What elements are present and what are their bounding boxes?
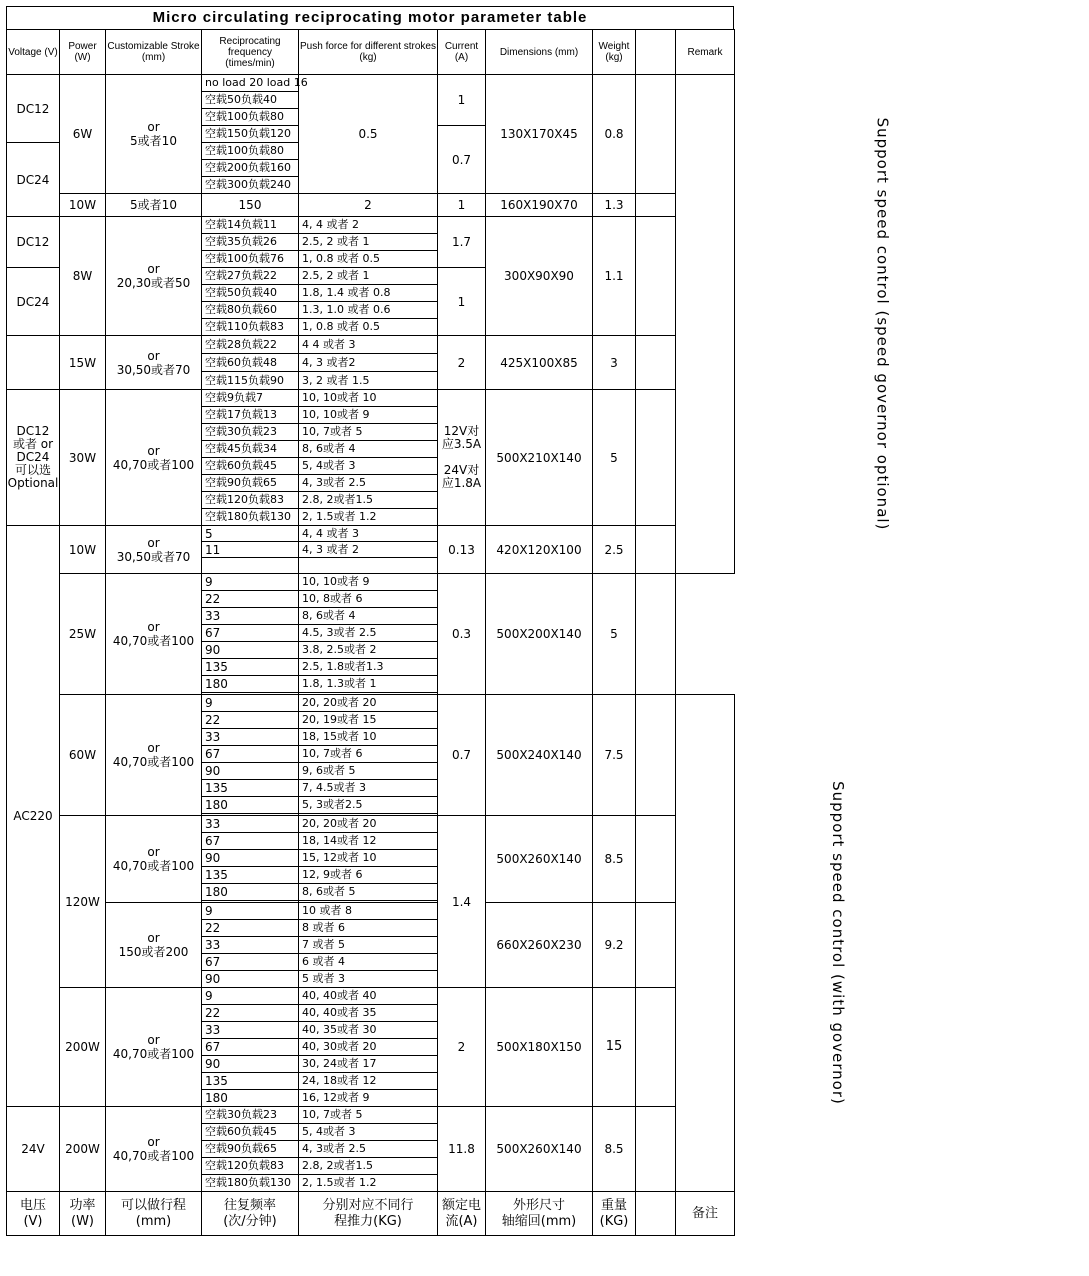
push-cell: 2.5, 1.8或者1.3	[299, 659, 438, 676]
remark-dc: Support speed control (speed governor optional)	[676, 75, 735, 574]
push-cell: 10, 10或者 10	[299, 390, 438, 407]
stroke-cell: or 40,70或者100	[106, 988, 202, 1107]
push-cell: 8, 6或者 4	[299, 441, 438, 458]
power-cell: 30W	[60, 390, 106, 526]
power-cell: 10W	[60, 526, 106, 574]
stroke-cell: or 40,70或者100	[106, 390, 202, 526]
freq-cell: 空载45负载34	[202, 441, 299, 458]
weight-cell: 3	[593, 336, 636, 390]
table-row	[7, 816, 735, 833]
freq-cell: 空载60负载45	[202, 458, 299, 475]
freq-cell: no load 20 load 16	[202, 75, 299, 92]
push-cell: 7 或者 5	[299, 937, 438, 954]
freq-cell: 33	[202, 1022, 299, 1039]
table-cell	[636, 194, 676, 217]
freq-cell: 空载100负载80	[202, 143, 299, 160]
table-cell	[636, 1107, 676, 1192]
dims-cell: 425X100X85	[486, 336, 593, 390]
header-remark: Remark	[676, 30, 735, 75]
freq-cell: 67	[202, 833, 299, 850]
push-cell: 1, 0.8 或者 0.5	[299, 251, 438, 268]
voltage-cell: DC24	[7, 268, 60, 336]
current-cell: 11.8	[438, 1107, 486, 1192]
freq-cell: 90	[202, 642, 299, 659]
weight-cell: 2.5	[593, 526, 636, 574]
freq-cell: 33	[202, 608, 299, 625]
footer-cell: 功率 (W)	[60, 1192, 106, 1236]
table-row	[7, 1107, 735, 1124]
current-cell: 2	[438, 988, 486, 1107]
freq-cell: 空载150负载120	[202, 126, 299, 143]
push-cell: 20, 20或者 20	[299, 695, 438, 712]
freq-cell: 空载30负载23	[202, 424, 299, 441]
weight-cell: 5	[593, 574, 636, 695]
freq-cell: 180	[202, 884, 299, 901]
push-cell: 40, 30或者 20	[299, 1039, 438, 1056]
footer-cell: 可以做行程 (mm)	[106, 1192, 202, 1236]
push-cell: 8, 6或者 5	[299, 884, 438, 901]
power-cell: 200W	[60, 988, 106, 1107]
freq-cell: 空载300负载240	[202, 177, 299, 194]
freq-cell: 90	[202, 971, 299, 988]
stroke-cell: or 20,30或者50	[106, 217, 202, 336]
header-stroke: Customizable Stroke (mm)	[106, 30, 202, 75]
header-current: Current (A)	[438, 30, 486, 75]
push-cell: 10, 7或者 6	[299, 746, 438, 763]
freq-cell: 67	[202, 954, 299, 971]
push-cell: 1.3, 1.0 或者 0.6	[299, 302, 438, 319]
header-push: Push force for different strokes (kg)	[299, 30, 438, 75]
push-cell: 40, 35或者 30	[299, 1022, 438, 1039]
table-cell	[636, 336, 676, 390]
power-cell: 200W	[60, 1107, 106, 1192]
freq-cell: 5	[202, 526, 299, 542]
stroke-cell: or 30,50或者70	[106, 526, 202, 574]
push-cell: 5, 3或者2.5	[299, 797, 438, 814]
freq-cell: 空载200负载160	[202, 160, 299, 177]
power-cell: 120W	[60, 816, 106, 988]
footer-cell: 重量 (KG)	[593, 1192, 636, 1236]
current-cell: 1.7	[438, 217, 486, 268]
dims-cell: 300X90X90	[486, 217, 593, 336]
weight-cell: 5	[593, 390, 636, 526]
freq-cell: 135	[202, 780, 299, 797]
push-cell: 8 或者 6	[299, 920, 438, 937]
power-cell: 6W	[60, 75, 106, 194]
dims-cell: 420X120X100	[486, 526, 593, 574]
freq-cell: 空载9负载7	[202, 390, 299, 407]
header-weight: Weight (kg)	[593, 30, 636, 75]
freq-cell: 135	[202, 659, 299, 676]
freq-cell: 空载50负载40	[202, 285, 299, 302]
table-row	[7, 390, 735, 407]
voltage-cell: DC12	[7, 217, 60, 268]
stroke-cell: 5或者10	[106, 194, 202, 217]
current-cell: 1	[438, 75, 486, 126]
freq-cell: 9	[202, 903, 299, 920]
voltage-cell: DC12 或者 or DC24 可以选 Optional	[7, 390, 60, 526]
table-cell	[7, 336, 60, 390]
push-cell: 3, 2 或者 1.5	[299, 372, 438, 390]
freq-cell: 空载35负载26	[202, 234, 299, 251]
table-row	[7, 30, 735, 75]
table-cell	[636, 526, 676, 574]
freq-cell: 150	[202, 194, 299, 217]
freq-cell: 空载60负载45	[202, 1124, 299, 1141]
freq-cell: 67	[202, 625, 299, 642]
freq-cell: 空载80负载60	[202, 302, 299, 319]
freq-cell: 33	[202, 729, 299, 746]
push-cell: 30, 24或者 17	[299, 1056, 438, 1073]
push-cell: 2.8, 2或者1.5	[299, 492, 438, 509]
footer-cell: 电压 (V)	[7, 1192, 60, 1236]
freq-cell: 空载180负载130	[202, 509, 299, 526]
table-title: Micro circulating reciprocating motor parameter table	[6, 6, 734, 29]
freq-cell: 9	[202, 574, 299, 591]
dims-cell: 500X240X140	[486, 695, 593, 816]
table-cell	[636, 574, 676, 695]
dims-cell: 500X200X140	[486, 574, 593, 695]
stroke-cell: or 5或者10	[106, 75, 202, 194]
power-cell: 25W	[60, 574, 106, 695]
push-cell: 4 4 或者 3	[299, 336, 438, 354]
footer-cell: 外形尺寸 轴缩回(mm)	[486, 1192, 593, 1236]
power-cell: 15W	[60, 336, 106, 390]
push-cell: 10, 10或者 9	[299, 407, 438, 424]
push-cell: 10, 10或者 9	[299, 574, 438, 591]
push-cell: 15, 12或者 10	[299, 850, 438, 867]
freq-cell: 180	[202, 1090, 299, 1107]
table-row	[7, 574, 735, 591]
push-cell: 24, 18或者 12	[299, 1073, 438, 1090]
table-cell	[636, 1192, 676, 1236]
freq-cell: 33	[202, 816, 299, 833]
push-cell: 8, 6或者 4	[299, 608, 438, 625]
table-row	[7, 988, 735, 1005]
voltage-cell: AC220	[7, 526, 60, 1107]
push-cell: 4.5, 3或者 2.5	[299, 625, 438, 642]
stroke-cell: or 40,70或者100	[106, 574, 202, 695]
push-cell: 7, 4.5或者 3	[299, 780, 438, 797]
push-cell: 40, 40或者 40	[299, 988, 438, 1005]
voltage-cell: DC12	[7, 75, 60, 143]
weight-cell: 8.5	[593, 1107, 636, 1192]
freq-cell: 空载30负载23	[202, 1107, 299, 1124]
power-cell: 10W	[60, 194, 106, 217]
current-cell: 0.13	[438, 526, 486, 574]
current-cell: 12V对 应3.5A 24V对 应1.8A	[438, 390, 486, 526]
push-cell: 20, 19或者 15	[299, 712, 438, 729]
push-cell: 2, 1.5或者 1.2	[299, 1175, 438, 1192]
push-cell: 16, 12或者 9	[299, 1090, 438, 1107]
push-cell: 10, 7或者 5	[299, 1107, 438, 1124]
dims-cell: 500X260X140	[486, 816, 593, 903]
dims-cell: 160X190X70	[486, 194, 593, 217]
push-cell: 0.5	[299, 75, 438, 194]
freq-cell: 空载180负载130	[202, 1175, 299, 1192]
freq-cell: 67	[202, 746, 299, 763]
push-cell: 20, 20或者 20	[299, 816, 438, 833]
push-cell: 18, 15或者 10	[299, 729, 438, 746]
freq-cell: 90	[202, 1056, 299, 1073]
freq-cell: 空载120负载83	[202, 1158, 299, 1175]
freq-cell: 空载100负载80	[202, 109, 299, 126]
push-cell: 9, 6或者 5	[299, 763, 438, 780]
push-cell: 10, 8或者 6	[299, 591, 438, 608]
table-cell	[299, 558, 438, 574]
footer-cell: 备注	[676, 1192, 735, 1236]
freq-cell: 22	[202, 1005, 299, 1022]
header-voltage: Voltage (V)	[7, 30, 60, 75]
freq-cell: 22	[202, 920, 299, 937]
freq-cell: 135	[202, 1073, 299, 1090]
current-cell: 1.4	[438, 816, 486, 988]
push-cell: 18, 14或者 12	[299, 833, 438, 850]
current-cell: 2	[438, 336, 486, 390]
header-freq: Reciprocating frequency (times/min)	[202, 30, 299, 75]
freq-cell: 90	[202, 763, 299, 780]
push-cell: 5, 4或者 3	[299, 1124, 438, 1141]
weight-cell: 0.8	[593, 75, 636, 194]
push-cell: 4, 3或者 2.5	[299, 475, 438, 492]
power-cell: 8W	[60, 217, 106, 336]
weight-cell: 9.2	[593, 903, 636, 988]
push-cell: 4, 4 或者 3	[299, 526, 438, 542]
weight-cell: 1.3	[593, 194, 636, 217]
freq-cell: 67	[202, 1039, 299, 1056]
header-blank	[636, 30, 676, 75]
voltage-cell: DC24	[7, 143, 60, 217]
weight-cell: 7.5	[593, 695, 636, 816]
freq-cell: 180	[202, 797, 299, 814]
current-cell: 1	[438, 268, 486, 336]
table-row	[7, 903, 735, 920]
table-row	[7, 75, 735, 92]
freq-cell: 空载27负载22	[202, 268, 299, 285]
remark-ac: Support speed control (with governor)	[676, 695, 735, 1192]
weight-cell: 1.1	[593, 217, 636, 336]
freq-cell: 22	[202, 712, 299, 729]
dims-cell: 660X260X230	[486, 903, 593, 988]
table-cell	[636, 390, 676, 526]
push-cell: 12, 9或者 6	[299, 867, 438, 884]
dims-cell: 500X180X150	[486, 988, 593, 1107]
freq-cell: 90	[202, 850, 299, 867]
push-cell: 10, 7或者 5	[299, 424, 438, 441]
header-power: Power (W)	[60, 30, 106, 75]
push-cell: 4, 3 或者2	[299, 354, 438, 372]
dims-cell: 500X260X140	[486, 1107, 593, 1192]
table-cell	[202, 558, 299, 574]
push-cell: 2.5, 2 或者 1	[299, 268, 438, 285]
power-cell: 60W	[60, 695, 106, 816]
push-cell: 1, 0.8 或者 0.5	[299, 319, 438, 336]
freq-cell: 空载17负载13	[202, 407, 299, 424]
table-row	[7, 194, 735, 217]
freq-cell: 9	[202, 988, 299, 1005]
header-dims: Dimensions (mm)	[486, 30, 593, 75]
freq-cell: 空载120负载83	[202, 492, 299, 509]
voltage-cell: 24V	[7, 1107, 60, 1192]
current-cell: 1	[438, 194, 486, 217]
freq-cell: 空载110负载83	[202, 319, 299, 336]
table-cell	[636, 816, 676, 903]
push-cell: 4, 3 或者 2	[299, 542, 438, 558]
table-cell	[636, 988, 676, 1107]
table-cell	[636, 75, 676, 194]
dims-cell: 130X170X45	[486, 75, 593, 194]
push-cell: 2.8, 2或者1.5	[299, 1158, 438, 1175]
table-cell	[636, 903, 676, 988]
push-cell: 4, 3或者 2.5	[299, 1141, 438, 1158]
table-cell	[636, 695, 676, 816]
footer-cell: 额定电 流(A)	[438, 1192, 486, 1236]
freq-cell: 空载100负载76	[202, 251, 299, 268]
table-row	[7, 336, 735, 354]
freq-cell: 33	[202, 937, 299, 954]
weight-cell: 8.5	[593, 816, 636, 903]
dims-cell: 500X210X140	[486, 390, 593, 526]
push-cell: 40, 40或者 35	[299, 1005, 438, 1022]
freq-cell: 135	[202, 867, 299, 884]
push-cell: 2	[299, 194, 438, 217]
current-cell: 0.3	[438, 574, 486, 695]
push-cell: 5, 4或者 3	[299, 458, 438, 475]
stroke-cell: or 40,70或者100	[106, 816, 202, 903]
freq-cell: 空载14负载11	[202, 217, 299, 234]
stroke-cell: or 30,50或者70	[106, 336, 202, 390]
freq-cell: 空载115负载90	[202, 372, 299, 390]
freq-cell: 22	[202, 591, 299, 608]
parameter-table	[6, 29, 892, 1236]
freq-cell: 9	[202, 695, 299, 712]
stroke-cell: or 40,70或者100	[106, 695, 202, 816]
push-cell: 5 或者 3	[299, 971, 438, 988]
push-cell: 1.8, 1.3或者 1	[299, 676, 438, 693]
freq-cell: 空载50负载40	[202, 92, 299, 109]
push-cell: 2, 1.5或者 1.2	[299, 509, 438, 526]
table-row	[7, 695, 735, 712]
stroke-cell: or 150或者200	[106, 903, 202, 988]
table-cell	[636, 217, 676, 336]
footer-cell: 分别对应不同行 程推力(KG)	[299, 1192, 438, 1236]
push-cell: 10 或者 8	[299, 903, 438, 920]
push-cell: 1.8, 1.4 或者 0.8	[299, 285, 438, 302]
table-row	[7, 526, 735, 542]
table-row	[7, 217, 735, 234]
freq-cell: 11	[202, 542, 299, 558]
footer-cell: 往复频率 (次/分钟)	[202, 1192, 299, 1236]
freq-cell: 空载60负载48	[202, 354, 299, 372]
freq-cell: 空载90负载65	[202, 1141, 299, 1158]
current-cell: 0.7	[438, 695, 486, 816]
push-cell: 6 或者 4	[299, 954, 438, 971]
stroke-cell: or 40,70或者100	[106, 1107, 202, 1192]
current-cell: 0.7	[438, 126, 486, 194]
push-cell: 4, 4 或者 2	[299, 217, 438, 234]
table-row	[7, 1192, 735, 1236]
push-cell: 2.5, 2 或者 1	[299, 234, 438, 251]
weight-cell: 15	[593, 988, 636, 1107]
freq-cell: 180	[202, 676, 299, 693]
freq-cell: 空载90负载65	[202, 475, 299, 492]
push-cell: 3.8, 2.5或者 2	[299, 642, 438, 659]
freq-cell: 空载28负载22	[202, 336, 299, 354]
